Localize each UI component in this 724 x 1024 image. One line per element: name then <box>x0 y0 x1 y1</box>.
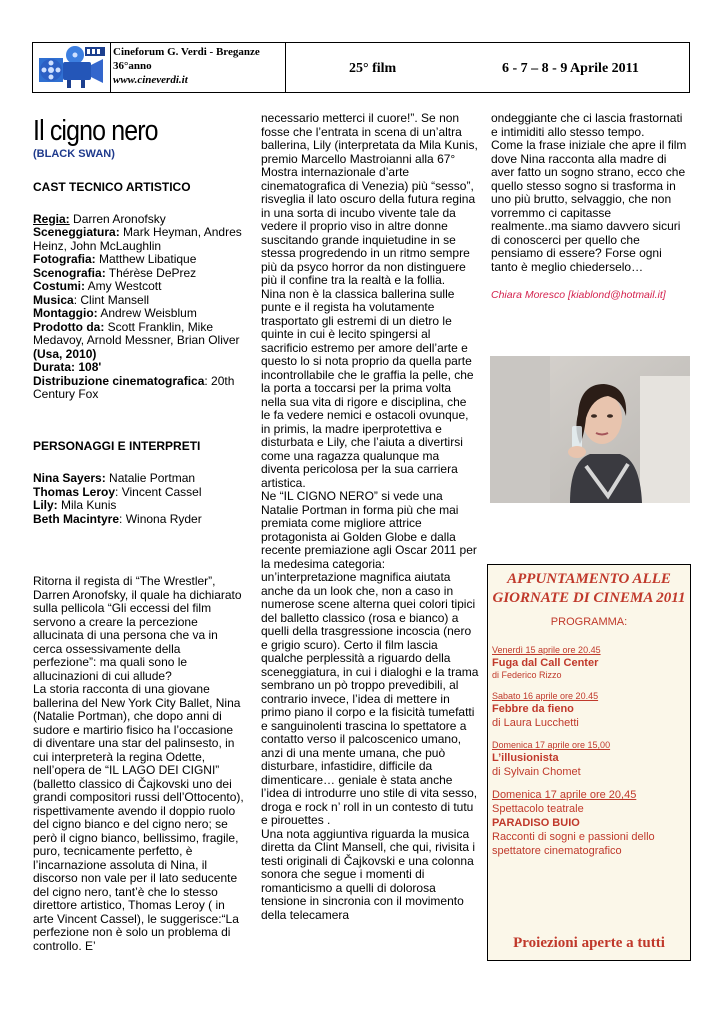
original-title: (BLACK SWAN) <box>33 148 115 160</box>
header-info <box>113 45 260 87</box>
credit-musica <box>33 294 245 308</box>
credit-fotografia <box>33 253 245 267</box>
event-director: di Sylvain Chomet <box>492 766 581 778</box>
film-camera-icon <box>33 43 111 92</box>
event-title: PARADISO BUIO <box>492 817 580 829</box>
event-type: Spettacolo teatrale <box>492 803 584 815</box>
credit-value: : Clint Mansell <box>73 292 150 307</box>
event-date: Venerdì 15 aprile ore 20.45 <box>492 645 601 655</box>
org-name: Cineforum G. Verdi - Breganze <box>113 46 260 58</box>
credit-value: Matthew Libatique <box>95 252 197 266</box>
credit-label: Regia: <box>33 211 70 226</box>
film-number: 25° film <box>349 61 397 76</box>
event-date: Domenica 17 aprile ore 20,45 <box>492 789 637 801</box>
cast-entry <box>33 472 245 486</box>
credit-label: Montaggio: <box>33 306 98 320</box>
review-text-col1: Ritorna il regista di “The Wrestler”, Darren Aronofsky, il quale ha dichiarato sulla pellicola “Gli eccessi del film servono a creare la percezione allucinata di una persona che va in cerca ossessivamente della perfezione”: ma quali sono le allucinazioni di cui allude? La storia racconta di una giovane ballerina del New York City Ballet, Nina (Natalie Portman), che dopo anni di sudore e martirio fisico ha l’occasione di diventare una star del palinsesto, in cui interpreterà la regina Odette, nell’opera de “IL LAGO DEI CIGNI” (balletto classico di Čajkovski uno dei grandi compositori russi dell’Ottocento), rispettivamente avendo il doppio ruolo del cigno bianco e del cigno nero; se però il cigno bianco, bellissimo, fragile, puro, tecnicamente perfetto, è l’incarnazione assoluta di Nina, il discorso non vale per il lato seducente del cigno nero, tant’è che lo stesso direttore artistico, Thomas Leroy ( in arte Vincent Cassel), le suggerisce:“La perfezione non è solo un problema di controllo. E’ <box>33 574 244 953</box>
event-title: L’illusionista <box>492 752 559 764</box>
program-events <box>488 644 690 858</box>
credit-distribuzione <box>33 375 245 402</box>
header <box>32 42 690 93</box>
event-title: Febbre da fieno <box>492 703 574 715</box>
cast-role: Thomas Leroy <box>33 484 116 499</box>
credits-list <box>33 213 245 402</box>
program-event <box>492 644 690 681</box>
credit-label: Scenografia: <box>33 265 106 280</box>
event-description: Racconti di sogni e passioni dello spettatore cinematografico <box>492 831 655 857</box>
review-author: Chiara Moresco [kiablond@hotmail.it] <box>491 289 666 301</box>
credit-origin <box>33 348 245 362</box>
credit-label: (Usa, 2010) <box>33 346 97 361</box>
credit-label: Prodotto da: <box>33 319 105 334</box>
credit-montaggio <box>33 307 245 321</box>
column-3 <box>491 112 691 303</box>
edition: 36°anno <box>113 60 152 72</box>
credit-value: Mark Heyman, Andres Heinz, John McLaughlin <box>33 225 242 253</box>
cast-role: Beth Macintyre <box>33 511 120 526</box>
credit-scenografia <box>33 267 245 281</box>
cast-actor: : Vincent Cassel <box>115 484 202 499</box>
cast-actor: : Winona Ryder <box>119 511 202 526</box>
cast-actor: Natalie Portman <box>105 471 196 485</box>
film-still-photo <box>490 356 690 503</box>
event-date: Sabato 16 aprile ore 20.45 <box>492 691 599 701</box>
program-event <box>492 690 690 730</box>
credit-value: Amy Westcott <box>85 279 162 293</box>
cast-actor: Mila Kunis <box>57 498 117 512</box>
event-director: di Laura Lucchetti <box>492 717 579 729</box>
credit-value: Thérèse DePrez <box>105 265 197 280</box>
header-divider <box>285 43 286 92</box>
credit-regia <box>33 213 245 227</box>
review-text-col2: necessario metterci il cuore!”. Se non fosse che l’entrata in scena di un’altra ballerina, Lily (interpretata da Mila Kunis, premio Marcello Mastroianni alla 67° Mostra internazionale d’arte cinematografica di Venezia) più “sesso”, risveglia il lato oscuro della futura regina in una sorta di incubo vivente tale da vedere il proprio viso in altre donne suscitando grande inquietudine in se stessa progredendo in un ritmo sempre più da psyco horror da non distinguere più il confine tra la realtà e la follia. Nina non è la classica ballerina sulle punte e il regista ha volutamente trasportato gli estremi di un dietro le quinte in cui è lecito spingersi al sacrificio estremo per amore dell’arte e questo lo si nota proprio da quella parte incontrollabile che le graffia la pelle, che la porta a toccarsi per la prima volta nella sua vita di rigore e disciplina, che le fa vedere nemici e ostacoli ovunque, in primis, la madre iperprotettiva e disturbata e Lily, che l’aiuta a divertirsi come una ragazza qualunque ma diventa pericolosa per la sua carriera artistica. Ne “IL CIGNO NERO” si vede una Natalie Portman in forma più che mai premiata come migliore attrice protagonista ai Golden Globe e dalla recente premiazione agli Oscar 2011 per la medesima categoria: un’interpretazione magnifica aiutata anche da un look che, non a caso in numerose scene alterna quei colori tipici del balletto classico (rosa e bianco) a quelli della trasgressione incoscia (nero e grigio scuro). Certo il film lascia qualche perplessità a riguardo della sceneggiatura, in cui i dialoghi e la trama sembrano un pò troppo prevedibili, al contrario invece, l’idea di mettere in primo piano il corpo e la fisicità tumefatti e sanguinolenti trascina lo spettatore a contatto verso il palcoscenico umano, anzi di una mente umana, che può disturbare, infastidire, difficile da dimenticare… geniale è stata anche l’idea di introdurre uno stile di vita sesso, droga e rock n’ roll in un contesto di tutu e pirouettes . Una nota aggiuntiva riguarda la musica diretta da Clint Mansell, che qui, rivisita i testi originali di Čajkovski e una colonna sonora che segue i momenti di romanticismo a quelli di dolorosa tensione in sincronia con il movimento della telecamera <box>261 111 479 922</box>
actress-portrait-image <box>490 356 690 503</box>
film-title: Il cigno nero <box>33 115 158 147</box>
credits-heading: CAST TECNICO ARTISTICO <box>33 180 191 194</box>
credit-label: Fotografia: <box>33 252 96 266</box>
screening-dates: 6 - 7 – 8 - 9 Aprile 2011 <box>502 61 639 76</box>
cast-heading: PERSONAGGI E INTERPRETI <box>33 438 201 453</box>
cast-entry <box>33 513 245 527</box>
event-title: Fuga dal Call Center <box>492 657 599 669</box>
program-event <box>492 739 690 779</box>
credit-value: Andrew Weisblum <box>97 306 197 320</box>
credit-value: : 20th Century Fox <box>33 373 235 401</box>
credit-value: Darren Aronofsky <box>69 211 166 226</box>
cineforum-logo <box>33 43 111 92</box>
cast-role: Nina Sayers: <box>33 471 106 485</box>
credit-costumi <box>33 280 245 294</box>
credit-prodotto <box>33 321 245 348</box>
program-box <box>487 564 691 961</box>
credit-sceneggiatura <box>33 226 245 253</box>
cast-entry <box>33 499 245 513</box>
review-text-col3: ondeggiante che ci lascia frastornati e intimiditi allo stesso tempo. Come la frase iniziale che apre il film dove Nina racconta alla madre di aver fatto un sogno strano, ecco che quello stesso sogno si trasforma in uno più brutto, selvaggio, che non vorremmo ci capitasse realmente..ma siamo davvero sicuri di conoscerci per quello che pensiamo di essere? Forse ogni tanto è meglio chiederselo… <box>491 111 687 274</box>
event-director: di Federico Rizzo <box>492 670 562 680</box>
credit-label: Distribuzione cinematografica <box>33 373 205 388</box>
credit-label: Sceneggiatura: <box>33 225 120 239</box>
event-date: Domenica 17 aprile ore 15,00 <box>492 740 611 750</box>
program-title: APPUNTAMENTO ALLE GIORNATE DI CINEMA 2011 <box>492 571 686 606</box>
cast-list <box>33 472 245 526</box>
program-subtitle: PROGRAMMA: <box>550 616 628 628</box>
program-event-special <box>492 788 690 858</box>
credit-value: Scott Franklin, Mike Medavoy, Arnold Messner, Brian Oliver <box>33 319 240 347</box>
credit-label: Durata: 108' <box>33 360 102 374</box>
program-footer: Proiezioni aperte a tutti <box>513 935 665 951</box>
cast-role: Lily: <box>33 498 58 512</box>
credit-label: Costumi: <box>33 279 85 293</box>
credit-label: Musica <box>33 292 74 307</box>
cast-entry <box>33 486 245 500</box>
credit-durata <box>33 361 245 375</box>
column-1 <box>33 112 245 953</box>
website-url[interactable]: www.cineverdi.it <box>113 74 188 86</box>
